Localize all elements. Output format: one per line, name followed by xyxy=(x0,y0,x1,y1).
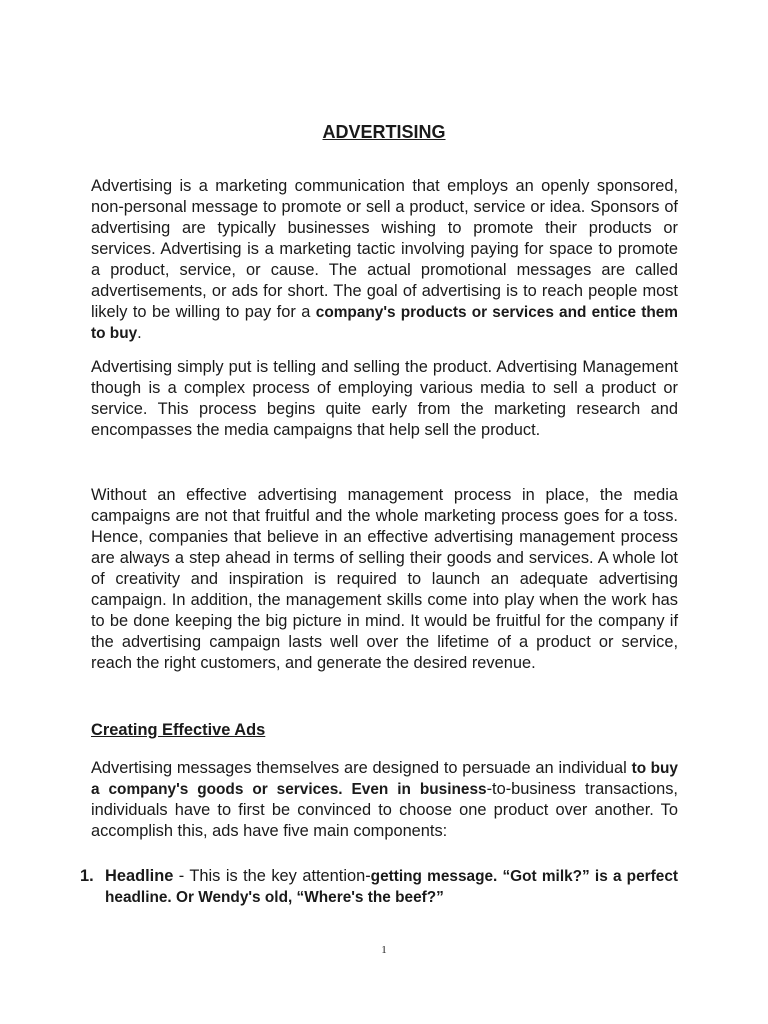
components-list xyxy=(80,866,678,908)
paragraph-4-start: Advertising messages themselves are designed to persuade an individual xyxy=(91,759,632,777)
paragraph-2: Advertising simply put is telling and selling the product. Advertising Management though is a complex process of employing various media to sell a product or service. This process begins quite early from the marketing research and encompasses the media campaigns that help sell the product. xyxy=(91,358,678,439)
paragraph-1-text: Advertising is a marketing communication that employs an openly sponsored, non-personal message to promote or sell a product, service or idea. Sponsors of advertising are typically businesses wishing to promote their products or services. Advertising is a marketing tactic involving paying for space to promote a product, service, or cause. The actual promotional messages are called advertisements, or ads for short. The goal of advertising is to reach people most likely to be willing to pay for a xyxy=(91,177,678,321)
list-item-label: Headline xyxy=(105,867,174,885)
document-title: ADVERTISING xyxy=(322,122,446,142)
page-number: 1 xyxy=(381,944,387,956)
paragraph-4 xyxy=(91,758,678,842)
list-item-number: 1. xyxy=(80,867,94,885)
paragraph-1-end: . xyxy=(137,324,142,342)
section-heading: Creating Effective Ads xyxy=(91,721,266,739)
paragraph-4-end: -to-business transactions, individuals have to first be convinced to choose one product over another. To accomplish this, ads have five main components: xyxy=(91,780,678,840)
list-item-text: - This is the key attention- xyxy=(173,867,371,885)
paragraph-3: Without an effective advertising management process in place, the media campaigns are not that fruitful and the whole marketing process goes for a toss. Hence, companies that believe in an effective advertising management process are always a step ahead in terms of selling their goods and services. A whole lot of creativity and inspiration is required to launch an adequate advertising campaign. In addition, the management skills come into play when the work has to be done keeping the big picture in mind. It would be fruitful for the company if the advertising campaign lasts well over the lifetime of a product or service, reach the right customers, and generate the desired revenue. xyxy=(91,486,678,672)
paragraph-1 xyxy=(91,176,678,344)
paragraph-1-bold-text: company's products or services and entice them to buy xyxy=(91,304,678,342)
list-item xyxy=(80,866,678,908)
paragraph-4-bold-text: to buy a company's goods or services. Even in business xyxy=(91,760,678,798)
list-item-bold-text: getting message. “Got milk?” is a perfect headline. Or Wendy's old, “Where's the beef?” xyxy=(105,868,678,906)
